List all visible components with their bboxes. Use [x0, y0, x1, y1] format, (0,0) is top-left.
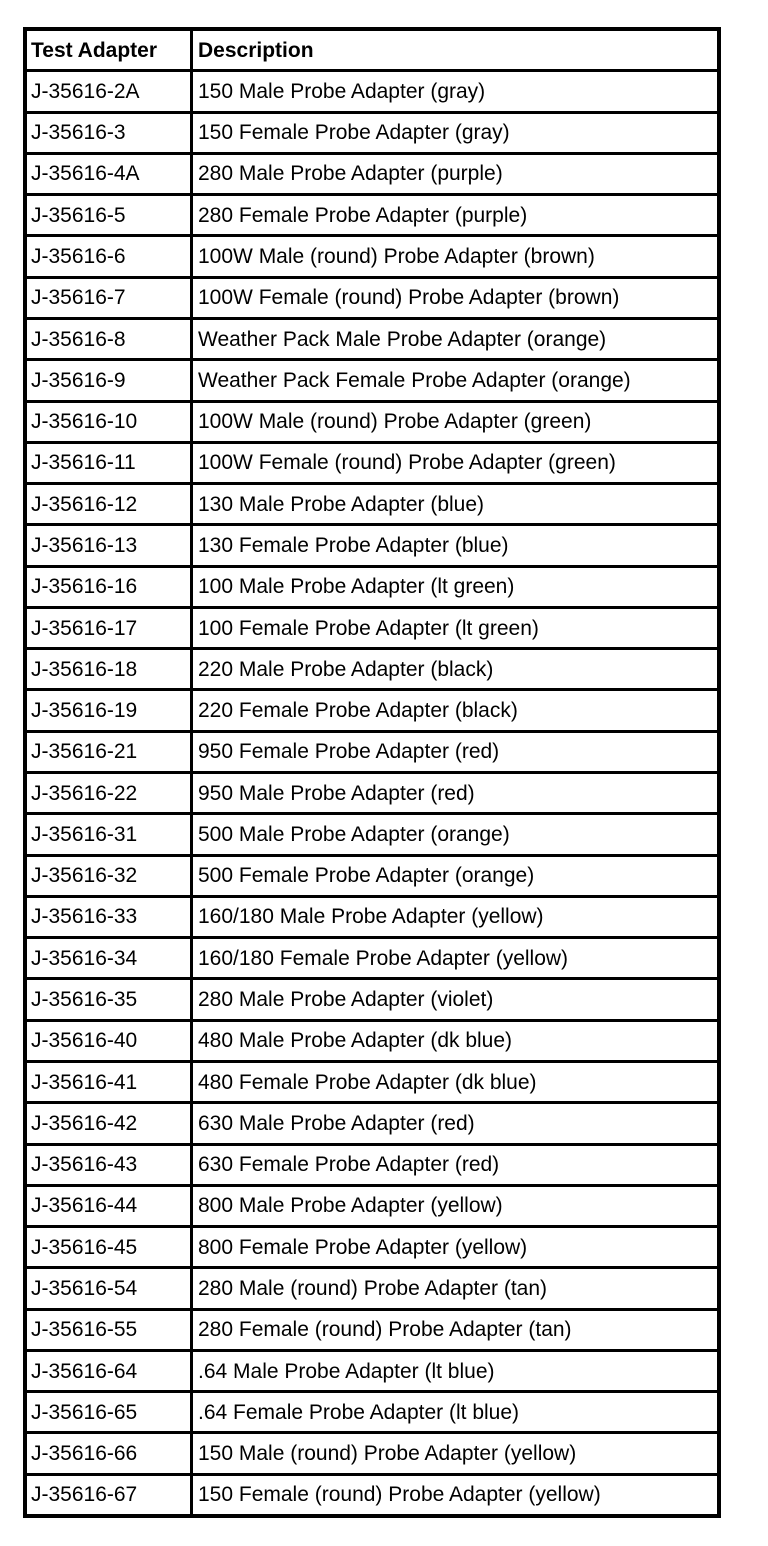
table-cell-adapter: J-35616-31: [27, 815, 190, 853]
table-cell-description: 160/180 Female Probe Adapter (yellow): [193, 939, 717, 977]
table-cell-adapter: J-35616-3: [27, 114, 190, 152]
table-cell-adapter: J-35616-10: [27, 403, 190, 441]
table-cell-description: 280 Male (round) Probe Adapter (tan): [193, 1269, 717, 1307]
table-cell-adapter: J-35616-34: [27, 939, 190, 977]
table-cell-description: 280 Male Probe Adapter (purple): [193, 155, 717, 193]
table-cell-description: 280 Male Probe Adapter (violet): [193, 980, 717, 1018]
table-cell-adapter: J-35616-21: [27, 733, 190, 771]
table-cell-description: 800 Male Probe Adapter (yellow): [193, 1187, 717, 1225]
table-cell-description: 100W Male (round) Probe Adapter (green): [193, 403, 717, 441]
table-cell-adapter: J-35616-67: [27, 1476, 190, 1514]
table-cell-adapter: J-35616-8: [27, 320, 190, 358]
table-cell-description: 630 Male Probe Adapter (red): [193, 1104, 717, 1142]
header-description: Description: [193, 31, 717, 69]
table-cell-description: 150 Female Probe Adapter (gray): [193, 114, 717, 152]
table-cell-adapter: J-35616-40: [27, 1022, 190, 1060]
table-cell-description: 800 Female Probe Adapter (yellow): [193, 1228, 717, 1266]
table-cell-description: 500 Female Probe Adapter (orange): [193, 857, 717, 895]
table-cell-description: 100W Female (round) Probe Adapter (brown): [193, 279, 717, 317]
table-cell-description: 280 Female Probe Adapter (purple): [193, 196, 717, 234]
table-cell-adapter: J-35616-16: [27, 568, 190, 606]
table-cell-description: 130 Female Probe Adapter (blue): [193, 526, 717, 564]
table-cell-adapter: J-35616-41: [27, 1063, 190, 1101]
table-cell-adapter: J-35616-4A: [27, 155, 190, 193]
table-cell-adapter: J-35616-6: [27, 237, 190, 275]
table-cell-adapter: J-35616-7: [27, 279, 190, 317]
table-cell-description: 130 Male Probe Adapter (blue): [193, 485, 717, 523]
table-cell-description: 100W Female (round) Probe Adapter (green): [193, 444, 717, 482]
table-cell-adapter: J-35616-43: [27, 1146, 190, 1184]
table-cell-adapter: J-35616-33: [27, 898, 190, 936]
table-cell-description: .64 Female Probe Adapter (lt blue): [193, 1393, 717, 1431]
table-cell-description: 950 Male Probe Adapter (red): [193, 774, 717, 812]
table-cell-description: 100 Female Probe Adapter (lt green): [193, 609, 717, 647]
table-cell-adapter: J-35616-17: [27, 609, 190, 647]
table-cell-adapter: J-35616-55: [27, 1311, 190, 1349]
table-cell-description: 480 Female Probe Adapter (dk blue): [193, 1063, 717, 1101]
table-cell-adapter: J-35616-22: [27, 774, 190, 812]
table-cell-adapter: J-35616-32: [27, 857, 190, 895]
table-cell-description: 220 Male Probe Adapter (black): [193, 650, 717, 688]
table-cell-description: .64 Male Probe Adapter (lt blue): [193, 1352, 717, 1390]
table-cell-adapter: J-35616-65: [27, 1393, 190, 1431]
table-cell-adapter: J-35616-9: [27, 361, 190, 399]
table-cell-description: 500 Male Probe Adapter (orange): [193, 815, 717, 853]
table-cell-description: Weather Pack Female Probe Adapter (orange): [193, 361, 717, 399]
table-cell-description: 220 Female Probe Adapter (black): [193, 691, 717, 729]
table-cell-description: 160/180 Male Probe Adapter (yellow): [193, 898, 717, 936]
table-cell-adapter: J-35616-44: [27, 1187, 190, 1225]
table-cell-adapter: J-35616-11: [27, 444, 190, 482]
table-cell-description: 150 Female (round) Probe Adapter (yellow): [193, 1476, 717, 1514]
table-cell-adapter: J-35616-66: [27, 1434, 190, 1472]
table-cell-description: 150 Male Probe Adapter (gray): [193, 72, 717, 110]
table-cell-description: 280 Female (round) Probe Adapter (tan): [193, 1311, 717, 1349]
table-cell-description: 950 Female Probe Adapter (red): [193, 733, 717, 771]
table-cell-description: 100W Male (round) Probe Adapter (brown): [193, 237, 717, 275]
table-cell-adapter: J-35616-35: [27, 980, 190, 1018]
header-test-adapter: Test Adapter: [27, 31, 190, 69]
table-cell-description: Weather Pack Male Probe Adapter (orange): [193, 320, 717, 358]
table-cell-adapter: J-35616-45: [27, 1228, 190, 1266]
table-cell-adapter: J-35616-18: [27, 650, 190, 688]
table-cell-adapter: J-35616-42: [27, 1104, 190, 1142]
table-cell-adapter: J-35616-5: [27, 196, 190, 234]
table-cell-adapter: J-35616-64: [27, 1352, 190, 1390]
table-cell-description: 630 Female Probe Adapter (red): [193, 1146, 717, 1184]
table-cell-adapter: J-35616-13: [27, 526, 190, 564]
table-cell-adapter: J-35616-54: [27, 1269, 190, 1307]
table-cell-description: 150 Male (round) Probe Adapter (yellow): [193, 1434, 717, 1472]
table-cell-adapter: J-35616-12: [27, 485, 190, 523]
table-cell-description: 480 Male Probe Adapter (dk blue): [193, 1022, 717, 1060]
adapter-table: [23, 27, 721, 1518]
table-cell-adapter: J-35616-19: [27, 691, 190, 729]
table-cell-adapter: J-35616-2A: [27, 72, 190, 110]
table-cell-description: 100 Male Probe Adapter (lt green): [193, 568, 717, 606]
